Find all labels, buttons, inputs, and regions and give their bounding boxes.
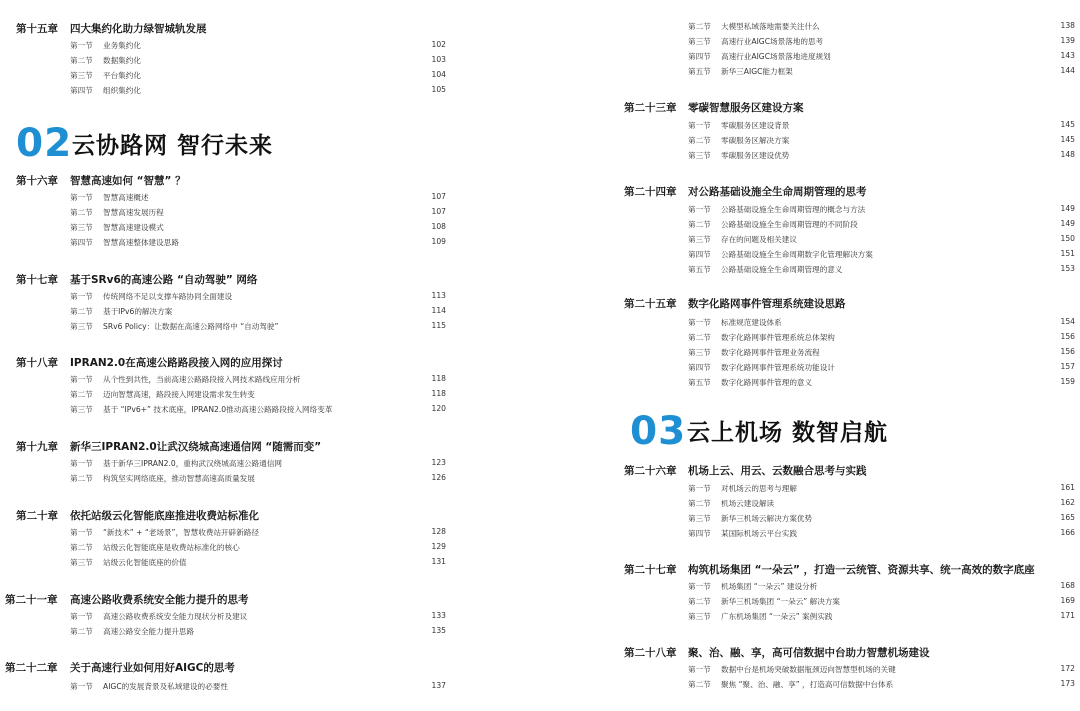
section-number: 第三节 bbox=[688, 612, 711, 621]
toc-section[interactable] bbox=[0, 321, 446, 334]
part-title: 云协路网 智行未来 bbox=[72, 133, 274, 159]
toc-section[interactable] bbox=[0, 40, 446, 53]
toc-section[interactable] bbox=[0, 542, 446, 555]
toc-section[interactable] bbox=[620, 51, 1075, 64]
toc-section[interactable] bbox=[620, 596, 1075, 609]
section-number: 第三节 bbox=[688, 37, 711, 46]
section-page: 162 bbox=[1060, 498, 1075, 507]
chapter-number: 第二十三章 bbox=[624, 102, 677, 114]
chapter-heading[interactable] bbox=[620, 184, 1075, 200]
chapter-title: 智慧高速如何 “智慧” ？ bbox=[70, 175, 186, 187]
section-number: 第五节 bbox=[688, 378, 711, 387]
section-title: 公路基础设施全生命周期管理的不同阶段 bbox=[721, 220, 858, 229]
section-page: 115 bbox=[431, 321, 446, 330]
section-title: 数字化路网事件管理的意义 bbox=[721, 378, 813, 387]
section-page: 171 bbox=[1060, 611, 1075, 620]
section-number: 第二节 bbox=[70, 56, 93, 65]
section-page: 149 bbox=[1060, 219, 1075, 228]
section-number: 第四节 bbox=[70, 86, 93, 95]
toc-section[interactable] bbox=[620, 135, 1075, 148]
section-title: 机场云建设解读 bbox=[721, 499, 775, 508]
section-page: 131 bbox=[431, 557, 446, 566]
chapter-heading[interactable] bbox=[620, 645, 1075, 661]
section-title: 新华三机场集团 “一朵云” 解决方案 bbox=[721, 597, 841, 606]
section-title: 零碳服务区建设优势 bbox=[721, 151, 790, 160]
toc-section[interactable] bbox=[620, 21, 1075, 34]
section-page: 102 bbox=[431, 40, 446, 49]
section-page: 128 bbox=[431, 527, 446, 536]
toc-section[interactable] bbox=[0, 458, 446, 471]
chapter-number: 第十八章 bbox=[16, 357, 58, 369]
chapter-number: 第二十六章 bbox=[624, 465, 677, 477]
section-number: 第一节 bbox=[70, 528, 93, 537]
section-number: 第四节 bbox=[688, 250, 711, 259]
chapter-title: 数字化路网事件管理系统建设思路 bbox=[688, 298, 846, 310]
section-title: 公路基础设施全生命周期管理的意义 bbox=[721, 265, 843, 274]
section-title: “新技术” + “老场景”，智慧收费站开辟新路径 bbox=[103, 528, 260, 537]
section-title: 基于 “IPv6+” 技术底座，IPRAN2.0推动高速公路路段接入网络变革 bbox=[103, 405, 333, 414]
toc-section[interactable] bbox=[0, 55, 446, 68]
toc-section[interactable] bbox=[620, 498, 1075, 511]
toc-section[interactable] bbox=[0, 557, 446, 570]
chapter-number: 第十九章 bbox=[16, 441, 58, 453]
chapter-heading[interactable] bbox=[620, 463, 1075, 479]
toc-section[interactable] bbox=[620, 120, 1075, 133]
section-title: 从个性到共性，当前高速公路路段接入网技术路线应用分析 bbox=[103, 375, 301, 384]
chapter-title: 机场上云、用云、云数融合思考与实践 bbox=[688, 465, 867, 477]
section-number: 第二节 bbox=[688, 136, 711, 145]
section-title: AIGC的发展背景及私域建设的必要性 bbox=[103, 682, 228, 691]
toc-section[interactable] bbox=[0, 473, 446, 486]
section-page: 145 bbox=[1060, 120, 1075, 129]
section-number: 第三节 bbox=[688, 348, 711, 357]
section-page: 107 bbox=[431, 192, 446, 201]
chapter-title: 四大集约化助力绿智城轨发展 bbox=[70, 23, 207, 35]
section-number: 第一节 bbox=[70, 612, 93, 621]
chapter-heading[interactable] bbox=[0, 173, 446, 189]
chapter-title: 构筑机场集团 “一朵云” ，打造一云统管、资源共享、统一高效的数字底座 bbox=[688, 564, 1035, 576]
section-title: 大模型私域落地需要关注什么 bbox=[721, 22, 820, 31]
chapter-heading[interactable] bbox=[0, 21, 446, 37]
section-number: 第四节 bbox=[688, 529, 711, 538]
chapter-number: 第二十章 bbox=[16, 510, 58, 522]
chapter-title: 对公路基础设施全生命周期管理的思考 bbox=[688, 186, 867, 198]
section-page: 123 bbox=[431, 458, 446, 467]
section-number: 第二节 bbox=[688, 333, 711, 342]
section-title: 数字化路网事件管理系统功能设计 bbox=[721, 363, 835, 372]
chapter-heading[interactable] bbox=[0, 508, 446, 524]
section-number: 第三节 bbox=[70, 223, 93, 232]
section-number: 第三节 bbox=[688, 514, 711, 523]
section-number: 第二节 bbox=[688, 22, 711, 31]
part-number: 02 bbox=[16, 121, 73, 166]
toc-section[interactable] bbox=[0, 389, 446, 402]
toc-section[interactable] bbox=[620, 581, 1075, 594]
section-number: 第二节 bbox=[688, 680, 711, 689]
chapter-heading[interactable] bbox=[0, 592, 446, 608]
section-page: 156 bbox=[1060, 347, 1075, 356]
toc-section[interactable] bbox=[0, 306, 446, 319]
section-title: 公路基础设施全生命周期管理的概念与方法 bbox=[721, 205, 866, 214]
section-page: 149 bbox=[1060, 204, 1075, 213]
section-number: 第二节 bbox=[70, 474, 93, 483]
section-title: 机场集团 “一朵云” 建设分析 bbox=[721, 582, 818, 591]
section-page: 157 bbox=[1060, 362, 1075, 371]
chapter-title: 基于SRv6的高速公路 “自动驾驶” 网络 bbox=[70, 274, 258, 286]
section-number: 第一节 bbox=[70, 41, 93, 50]
section-title: 聚焦 “聚、治、融、享” ，打造高可信数据中台体系 bbox=[721, 680, 894, 689]
section-number: 第二节 bbox=[688, 597, 711, 606]
chapter-title: 零碳智慧服务区建设方案 bbox=[688, 102, 804, 114]
section-title: 传统网络不足以支撑车路协同全面建设 bbox=[103, 292, 233, 301]
section-title: 零碳服务区解决方案 bbox=[721, 136, 790, 145]
section-page: 169 bbox=[1060, 596, 1075, 605]
section-number: 第二节 bbox=[70, 208, 93, 217]
section-title: 组织集约化 bbox=[103, 86, 141, 95]
section-page: 105 bbox=[431, 85, 446, 94]
chapter-number: 第十五章 bbox=[16, 23, 58, 35]
toc-section[interactable] bbox=[620, 513, 1075, 526]
section-title: SRv6 Policy：让数据在高速公路网络中 “自动驾驶” bbox=[103, 322, 279, 331]
section-title: 基于IPv6的解决方案 bbox=[103, 307, 173, 316]
section-title: 迈向智慧高速，路段接入网建设需求发生转变 bbox=[103, 390, 255, 399]
section-title: 公路基础设施全生命周期数字化管理解决方案 bbox=[721, 250, 873, 259]
chapter-number: 第十六章 bbox=[16, 175, 58, 187]
section-number: 第四节 bbox=[688, 52, 711, 61]
section-number: 第二节 bbox=[70, 307, 93, 316]
section-title: 智慧高速建设模式 bbox=[103, 223, 164, 232]
section-number: 第一节 bbox=[688, 121, 711, 130]
section-number: 第三节 bbox=[70, 322, 93, 331]
section-number: 第三节 bbox=[688, 235, 711, 244]
toc-section[interactable] bbox=[620, 611, 1075, 624]
section-page: 109 bbox=[431, 237, 446, 246]
section-title: 基于新华三IPRAN2.0，重构武汉绕城高速公路通信网 bbox=[103, 459, 283, 468]
section-title: 高速公路收费系统安全能力现状分析及建议 bbox=[103, 612, 248, 621]
section-title: 对机场云的思考与理解 bbox=[721, 484, 797, 493]
section-title: 站级云化智能底座的价值 bbox=[103, 558, 187, 567]
chapter-heading[interactable] bbox=[0, 272, 446, 288]
section-page: 126 bbox=[431, 473, 446, 482]
section-number: 第五节 bbox=[688, 265, 711, 274]
section-page: 144 bbox=[1060, 66, 1075, 75]
section-page: 156 bbox=[1060, 332, 1075, 341]
toc-section[interactable] bbox=[620, 219, 1075, 232]
section-number: 第四节 bbox=[70, 238, 93, 247]
section-title: 数字化路网事件管理系统总体架构 bbox=[721, 333, 835, 342]
toc-section[interactable] bbox=[620, 679, 1075, 692]
chapter-number: 第二十五章 bbox=[624, 298, 677, 310]
section-number: 第二节 bbox=[70, 543, 93, 552]
section-number: 第一节 bbox=[70, 375, 93, 384]
section-number: 第二节 bbox=[70, 627, 93, 636]
section-page: 133 bbox=[431, 611, 446, 620]
section-title: 智慧高速概述 bbox=[103, 193, 149, 202]
section-title: 业务集约化 bbox=[103, 41, 141, 50]
section-page: 129 bbox=[431, 542, 446, 551]
section-number: 第一节 bbox=[688, 665, 711, 674]
section-title: 数据中台是机场突破数据瓶颈迈向智慧型机场的关键 bbox=[721, 665, 896, 674]
section-title: 构筑坚实网络底座，推动智慧高速高质量发展 bbox=[103, 474, 255, 483]
section-page: 172 bbox=[1060, 664, 1075, 673]
section-title: 某国际机场云平台实践 bbox=[721, 529, 797, 538]
section-title: 存在的问题及相关建议 bbox=[721, 235, 797, 244]
section-page: 139 bbox=[1060, 36, 1075, 45]
toc-section[interactable] bbox=[0, 192, 446, 205]
toc-section[interactable] bbox=[0, 70, 446, 83]
section-page: 103 bbox=[431, 55, 446, 64]
section-number: 第五节 bbox=[688, 67, 711, 76]
section-title: 广东机场集团 “一朵云” 案例实践 bbox=[721, 612, 833, 621]
section-page: 118 bbox=[431, 374, 446, 383]
section-number: 第一节 bbox=[70, 459, 93, 468]
toc-section[interactable] bbox=[0, 404, 446, 417]
section-title: 数据集约化 bbox=[103, 56, 141, 65]
toc-section[interactable] bbox=[0, 291, 446, 304]
toc-section[interactable] bbox=[0, 85, 446, 98]
section-title: 高速行业AIGC场景落地的思考 bbox=[721, 37, 824, 46]
section-title: 智慧高速发展历程 bbox=[103, 208, 164, 217]
chapter-number: 第二十一章 bbox=[5, 594, 58, 606]
section-page: 138 bbox=[1060, 21, 1075, 30]
toc-section[interactable] bbox=[620, 528, 1075, 541]
section-title: 站级云化智能底座是收费站标准化的核心 bbox=[103, 543, 240, 552]
chapter-title: 高速公路收费系统安全能力提升的思考 bbox=[70, 594, 249, 606]
section-title: 平台集约化 bbox=[103, 71, 141, 80]
section-page: 137 bbox=[431, 681, 446, 690]
toc-section[interactable] bbox=[620, 362, 1075, 375]
section-number: 第三节 bbox=[70, 558, 93, 567]
section-page: 114 bbox=[431, 306, 446, 315]
chapter-title: IPRAN2.0在高速公路路段接入网的应用探讨 bbox=[70, 357, 283, 369]
section-page: 118 bbox=[431, 389, 446, 398]
section-number: 第三节 bbox=[688, 151, 711, 160]
chapter-heading[interactable] bbox=[0, 355, 446, 371]
section-number: 第一节 bbox=[688, 205, 711, 214]
section-title: 智慧高速整体建设思路 bbox=[103, 238, 179, 247]
section-title: 新华三AIGC能力框架 bbox=[721, 67, 793, 76]
section-page: 173 bbox=[1060, 679, 1075, 688]
section-page: 135 bbox=[431, 626, 446, 635]
section-number: 第一节 bbox=[688, 318, 711, 327]
section-number: 第一节 bbox=[70, 292, 93, 301]
section-number: 第一节 bbox=[70, 193, 93, 202]
section-title: 高速行业AIGC场景落地进度规划 bbox=[721, 52, 831, 61]
toc-section[interactable] bbox=[620, 36, 1075, 49]
section-number: 第三节 bbox=[70, 71, 93, 80]
section-page: 168 bbox=[1060, 581, 1075, 590]
part-number: 03 bbox=[630, 409, 687, 454]
toc-section[interactable] bbox=[0, 527, 446, 540]
toc-section[interactable] bbox=[0, 222, 446, 235]
toc-section[interactable] bbox=[0, 611, 446, 624]
section-page: 148 bbox=[1060, 150, 1075, 159]
section-number: 第三节 bbox=[70, 405, 93, 414]
section-page: 108 bbox=[431, 222, 446, 231]
section-title: 新华三机场云解决方案优势 bbox=[721, 514, 813, 523]
chapter-number: 第二十七章 bbox=[624, 564, 677, 576]
chapter-heading[interactable] bbox=[0, 660, 446, 676]
toc-section[interactable] bbox=[620, 347, 1075, 360]
section-number: 第四节 bbox=[688, 363, 711, 372]
chapter-number: 第二十四章 bbox=[624, 186, 677, 198]
section-number: 第二节 bbox=[688, 499, 711, 508]
section-number: 第一节 bbox=[70, 682, 93, 691]
section-title: 标准规范建设体系 bbox=[721, 318, 782, 327]
toc-section[interactable] bbox=[620, 66, 1075, 79]
section-page: 143 bbox=[1060, 51, 1075, 60]
chapter-number: 第二十二章 bbox=[5, 662, 58, 674]
toc-section[interactable] bbox=[0, 681, 446, 694]
toc-section[interactable] bbox=[0, 207, 446, 220]
section-page: 159 bbox=[1060, 377, 1075, 386]
chapter-heading[interactable] bbox=[620, 562, 1075, 578]
toc-section[interactable] bbox=[620, 264, 1075, 277]
toc-section[interactable] bbox=[620, 332, 1075, 345]
chapter-title: 关于高速行业如何用好AIGC的思考 bbox=[70, 662, 235, 674]
section-page: 150 bbox=[1060, 234, 1075, 243]
section-title: 零碳服务区建设背景 bbox=[721, 121, 790, 130]
toc-section[interactable] bbox=[0, 237, 446, 250]
section-page: 107 bbox=[431, 207, 446, 216]
toc-section[interactable] bbox=[620, 150, 1075, 163]
toc-section[interactable] bbox=[620, 377, 1075, 390]
toc-section[interactable] bbox=[620, 234, 1075, 247]
section-number: 第二节 bbox=[70, 390, 93, 399]
section-page: 120 bbox=[431, 404, 446, 413]
toc-section[interactable] bbox=[620, 204, 1075, 217]
toc-section[interactable] bbox=[620, 664, 1075, 677]
section-page: 151 bbox=[1060, 249, 1075, 258]
section-number: 第一节 bbox=[688, 484, 711, 493]
section-page: 154 bbox=[1060, 317, 1075, 326]
toc-section[interactable] bbox=[620, 483, 1075, 496]
chapter-heading[interactable] bbox=[620, 296, 1075, 312]
section-page: 166 bbox=[1060, 528, 1075, 537]
toc-section[interactable] bbox=[0, 626, 446, 639]
section-page: 113 bbox=[431, 291, 446, 300]
section-number: 第二节 bbox=[688, 220, 711, 229]
toc-section[interactable] bbox=[0, 374, 446, 387]
part-title: 云上机场 数智启航 bbox=[687, 420, 889, 446]
toc-section[interactable] bbox=[620, 317, 1075, 330]
chapter-title: 依托站级云化智能底座推进收费站标准化 bbox=[70, 510, 259, 522]
section-page: 161 bbox=[1060, 483, 1075, 492]
section-title: 数字化路网事件管理业务流程 bbox=[721, 348, 820, 357]
chapter-title: 聚、治、融、享，高可信数据中台助力智慧机场建设 bbox=[688, 647, 930, 659]
toc-section[interactable] bbox=[620, 249, 1075, 262]
section-page: 153 bbox=[1060, 264, 1075, 273]
chapter-number: 第十七章 bbox=[16, 274, 58, 286]
section-title: 高速公路安全能力提升思路 bbox=[103, 627, 195, 636]
chapter-heading[interactable] bbox=[620, 100, 1075, 116]
section-page: 104 bbox=[431, 70, 446, 79]
chapter-number: 第二十八章 bbox=[624, 647, 677, 659]
chapter-title: 新华三IPRAN2.0让武汉绕城高速通信网 “随需而变” bbox=[70, 441, 322, 453]
chapter-heading[interactable] bbox=[0, 439, 446, 455]
section-number: 第一节 bbox=[688, 582, 711, 591]
section-page: 165 bbox=[1060, 513, 1075, 522]
section-page: 145 bbox=[1060, 135, 1075, 144]
